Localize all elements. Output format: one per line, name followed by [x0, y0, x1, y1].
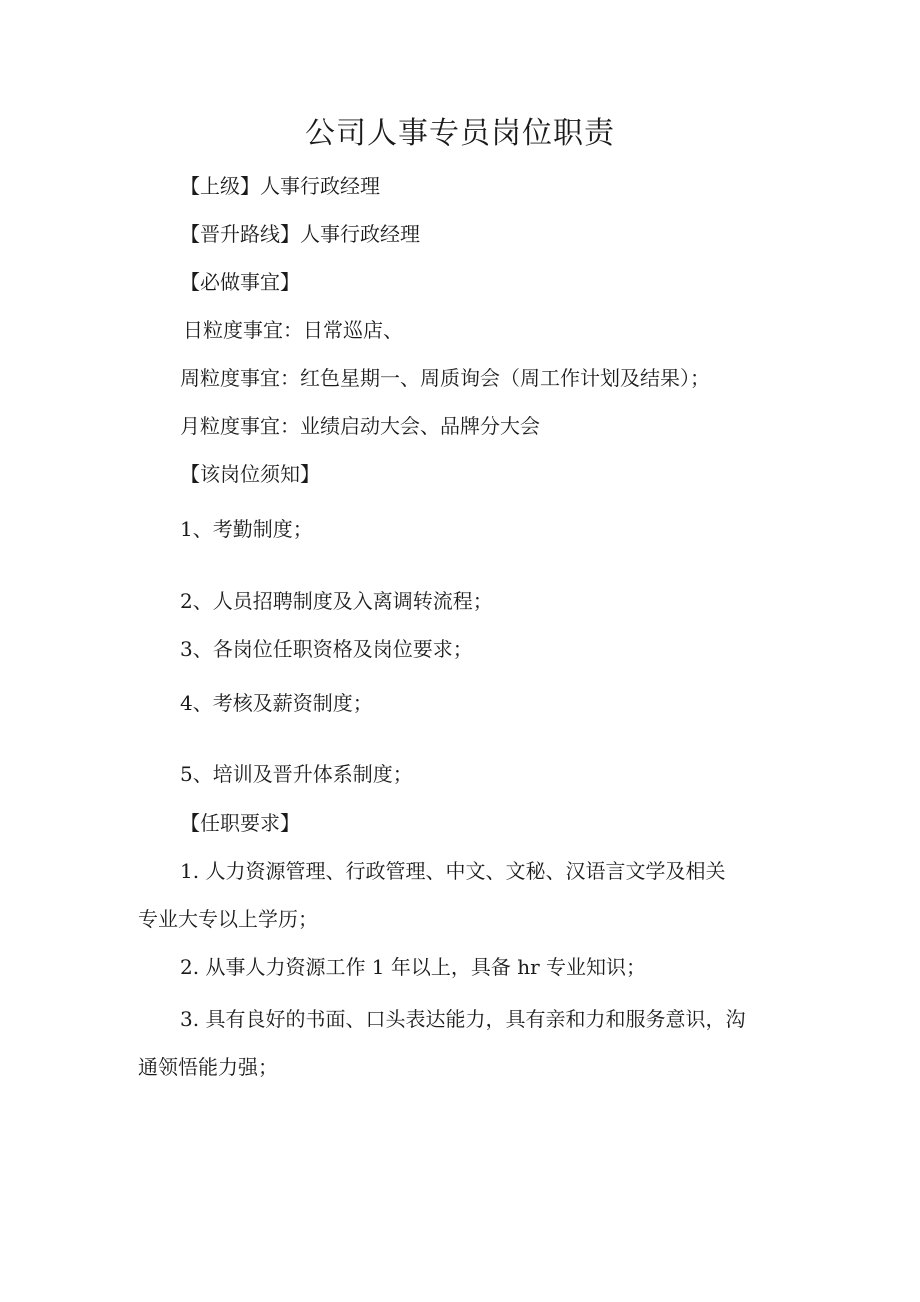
- superior-line: 【上级】人事行政经理: [180, 174, 380, 198]
- notice-item: 4、考核及薪资制度；: [180, 691, 373, 715]
- requirement-3-line-1: 3. 具有良好的书面、口头表达能力，具有亲和力和服务意识，沟: [180, 1007, 746, 1031]
- requirement-1-line-1: 1. 人力资源管理、行政管理、中文、文秘、汉语言文学及相关: [180, 859, 726, 883]
- requirements-heading: 【任职要求】: [180, 811, 300, 835]
- notice-item: 2、人员招聘制度及入离调转流程；: [180, 589, 493, 613]
- requirement-2: 2. 从事人力资源工作 1 年以上，具备 hr 专业知识；: [180, 955, 647, 979]
- promotion-line: 【晋升路线】人事行政经理: [180, 222, 420, 246]
- daily-tasks: 日粒度事宜：日常巡店、: [183, 318, 403, 342]
- monthly-tasks: 月粒度事宜：业绩启动大会、品牌分大会: [180, 414, 540, 438]
- requirement-1-line-2: 专业大专以上学历；: [138, 907, 318, 931]
- document-title: 公司人事专员岗位职责: [305, 116, 615, 151]
- notice-heading: 【该岗位须知】: [180, 462, 320, 486]
- requirement-3-line-2: 通领悟能力强；: [138, 1055, 278, 1079]
- weekly-tasks: 周粒度事宜：红色星期一、周质询会（周工作计划及结果）；: [180, 366, 710, 390]
- notice-item: 5、培训及晋升体系制度；: [180, 762, 413, 786]
- notice-item: 1、考勤制度；: [180, 517, 313, 541]
- must-do-heading: 【必做事宜】: [180, 270, 300, 294]
- notice-item: 3、各岗位任职资格及岗位要求；: [180, 637, 473, 661]
